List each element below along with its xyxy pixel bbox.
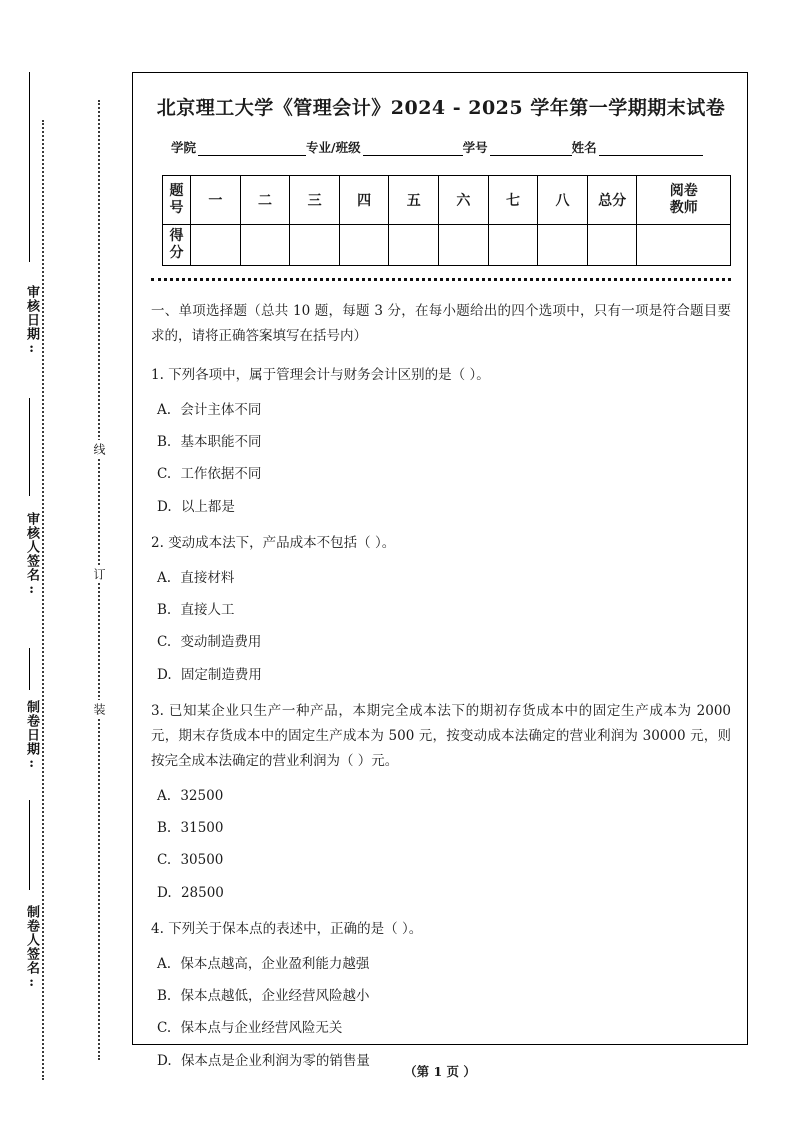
question-4-option-c[interactable] [157, 1018, 731, 1038]
grader-header [637, 176, 731, 225]
col-head-3: 三 [290, 176, 340, 225]
question-1-option-c[interactable] [157, 464, 731, 484]
question-1-text: 下列各项中，属于管理会计与财务会计区别的是（ ）。 [168, 366, 490, 383]
option-text: 保本点越高，企业盈利能力越强 [180, 955, 370, 972]
score-row-header: 得分 [163, 225, 191, 266]
option-letter: B. [157, 434, 172, 451]
question-2-option-b[interactable] [157, 600, 731, 620]
col-head-5: 五 [389, 176, 439, 225]
question-3 [151, 699, 731, 774]
table-row-scores [163, 225, 731, 266]
student-id-field[interactable] [490, 142, 572, 156]
grader-cell[interactable] [637, 225, 731, 266]
exam-page-frame [132, 72, 748, 1069]
option-text: 直接材料 [180, 569, 235, 586]
question-1-option-d[interactable] [157, 497, 731, 517]
question-1-option-a[interactable] [157, 400, 731, 420]
col-head-4: 四 [339, 176, 389, 225]
option-text: 保本点越低，企业经营风险越小 [180, 988, 370, 1004]
margin-rule-third [29, 648, 30, 690]
question-3-text: 已知某企业只生产一种产品，本期完全成本法下的期初存货成本中的固定生产成本为 2000 元，期末存货成本中的固定生产成本为 500 元，按变动成本法确定的营业利润为 30000 元，则按完全成本法确定的营业利润为（ ）元。 [151, 702, 731, 769]
option-text: 31500 [180, 820, 224, 837]
option-letter: A. [157, 569, 172, 586]
option-letter: A. [157, 787, 172, 804]
col-head-6: 六 [439, 176, 489, 225]
question-1-option-b[interactable] [157, 432, 731, 452]
option-letter: C. [157, 1020, 172, 1037]
score-cell-8[interactable] [538, 225, 588, 266]
review-signer-label: 审核人签名: [24, 512, 39, 598]
option-letter: D. [157, 498, 172, 515]
name-label: 姓名 [571, 140, 597, 155]
score-cell-1[interactable] [191, 225, 241, 266]
margin-rule-second [29, 398, 30, 496]
col-head-7: 七 [488, 176, 538, 225]
seal-mark-bind: 订 [91, 565, 108, 583]
question-2-number: 2. [151, 534, 164, 551]
question-2-option-c[interactable] [157, 632, 731, 652]
question-4-option-a[interactable] [157, 954, 731, 974]
col-head-8: 八 [538, 176, 588, 225]
margin-rule-top [29, 72, 30, 262]
major-class-label: 专业/班级 [306, 140, 361, 155]
question-4-option-b[interactable] [157, 986, 731, 1006]
score-cell-4[interactable] [339, 225, 389, 266]
question-2-option-d[interactable] [157, 665, 731, 685]
college-field[interactable] [198, 142, 306, 156]
seal-mark-line: 线 [91, 440, 108, 458]
question-3-option-b[interactable] [157, 818, 731, 838]
score-cell-5[interactable] [389, 225, 439, 266]
question-1-number: 1. [151, 366, 164, 383]
question-3-option-d[interactable] [157, 883, 731, 903]
option-text: 30500 [180, 852, 224, 869]
question-2-option-a[interactable] [157, 568, 731, 588]
margin-rule-fourth [29, 800, 30, 890]
score-cell-6[interactable] [439, 225, 489, 266]
option-letter: C. [157, 466, 172, 483]
score-cell-2[interactable] [240, 225, 290, 266]
table-row-question-numbers [163, 176, 731, 225]
grader-header-line1: 阅卷 [669, 182, 698, 199]
grader-header-line2: 教师 [669, 200, 698, 216]
student-info-row [171, 138, 731, 156]
college-label: 学院 [171, 140, 197, 155]
left-margin-outer-dotted-line [42, 120, 44, 1080]
section-divider [151, 278, 731, 281]
option-text: 变动制造费用 [180, 634, 262, 651]
option-text: 32500 [180, 787, 224, 804]
option-letter: C. [157, 852, 172, 869]
maker-date-label: 制卷日期: [24, 700, 39, 772]
option-letter: C. [157, 634, 172, 651]
score-cell-3[interactable] [290, 225, 340, 266]
score-table [162, 175, 731, 266]
score-cell-7[interactable] [488, 225, 538, 266]
question-4-number: 4. [151, 920, 164, 937]
option-text: 以上都是 [180, 498, 235, 515]
maker-signer-label: 制卷人签名: [24, 905, 39, 991]
major-class-field[interactable] [363, 142, 463, 156]
review-date-label: 审核日期: [24, 285, 39, 357]
option-letter: B. [157, 988, 172, 1004]
question-2-text: 变动成本法下，产品成本不包括（ ）。 [168, 534, 396, 551]
option-letter: B. [157, 820, 172, 837]
question-3-option-a[interactable] [157, 786, 731, 806]
question-4 [151, 917, 731, 942]
option-text: 保本点与企业经营风险无关 [180, 1020, 343, 1037]
question-3-option-c[interactable] [157, 850, 731, 870]
option-text: 基本职能不同 [180, 434, 262, 451]
seal-mark-paste: 装 [91, 700, 108, 718]
option-text: 直接人工 [180, 602, 235, 619]
question-1 [151, 363, 731, 388]
option-letter: D. [157, 1052, 172, 1069]
name-field[interactable] [599, 142, 703, 156]
question-4-text: 下列关于保本点的表述中，正确的是（ ）。 [168, 920, 423, 937]
student-id-label: 学号 [462, 140, 488, 155]
option-text: 固定制造费用 [180, 666, 262, 683]
option-letter: D. [157, 884, 172, 901]
option-text: 会计主体不同 [180, 401, 262, 418]
question-no-header: 题号 [163, 176, 191, 225]
total-score-cell[interactable] [587, 225, 637, 266]
page-footer: （第 1 页 ） [404, 1064, 476, 1079]
total-header: 总分 [587, 176, 637, 225]
option-text: 28500 [180, 884, 224, 901]
page-title: 北京理工大学《管理会计》2024 - 2025 学年第一学期期末试卷 [156, 97, 726, 119]
option-text: 工作依据不同 [180, 466, 262, 483]
question-2 [151, 531, 731, 556]
option-letter: A. [157, 401, 172, 418]
col-head-2: 二 [240, 176, 290, 225]
question-3-number: 3. [151, 702, 164, 719]
option-letter: D. [157, 666, 172, 683]
option-letter: A. [157, 955, 172, 972]
section-heading: 一、单项选择题（总共 10 题，每题 3 分，在每小题给出的四个选项中，只有一项是符合题目要求的，请将正确答案填写在括号内） [151, 303, 731, 344]
option-text: 保本点是企业利润为零的销售量 [180, 1052, 370, 1069]
option-letter: B. [157, 602, 172, 619]
col-head-1: 一 [191, 176, 241, 225]
